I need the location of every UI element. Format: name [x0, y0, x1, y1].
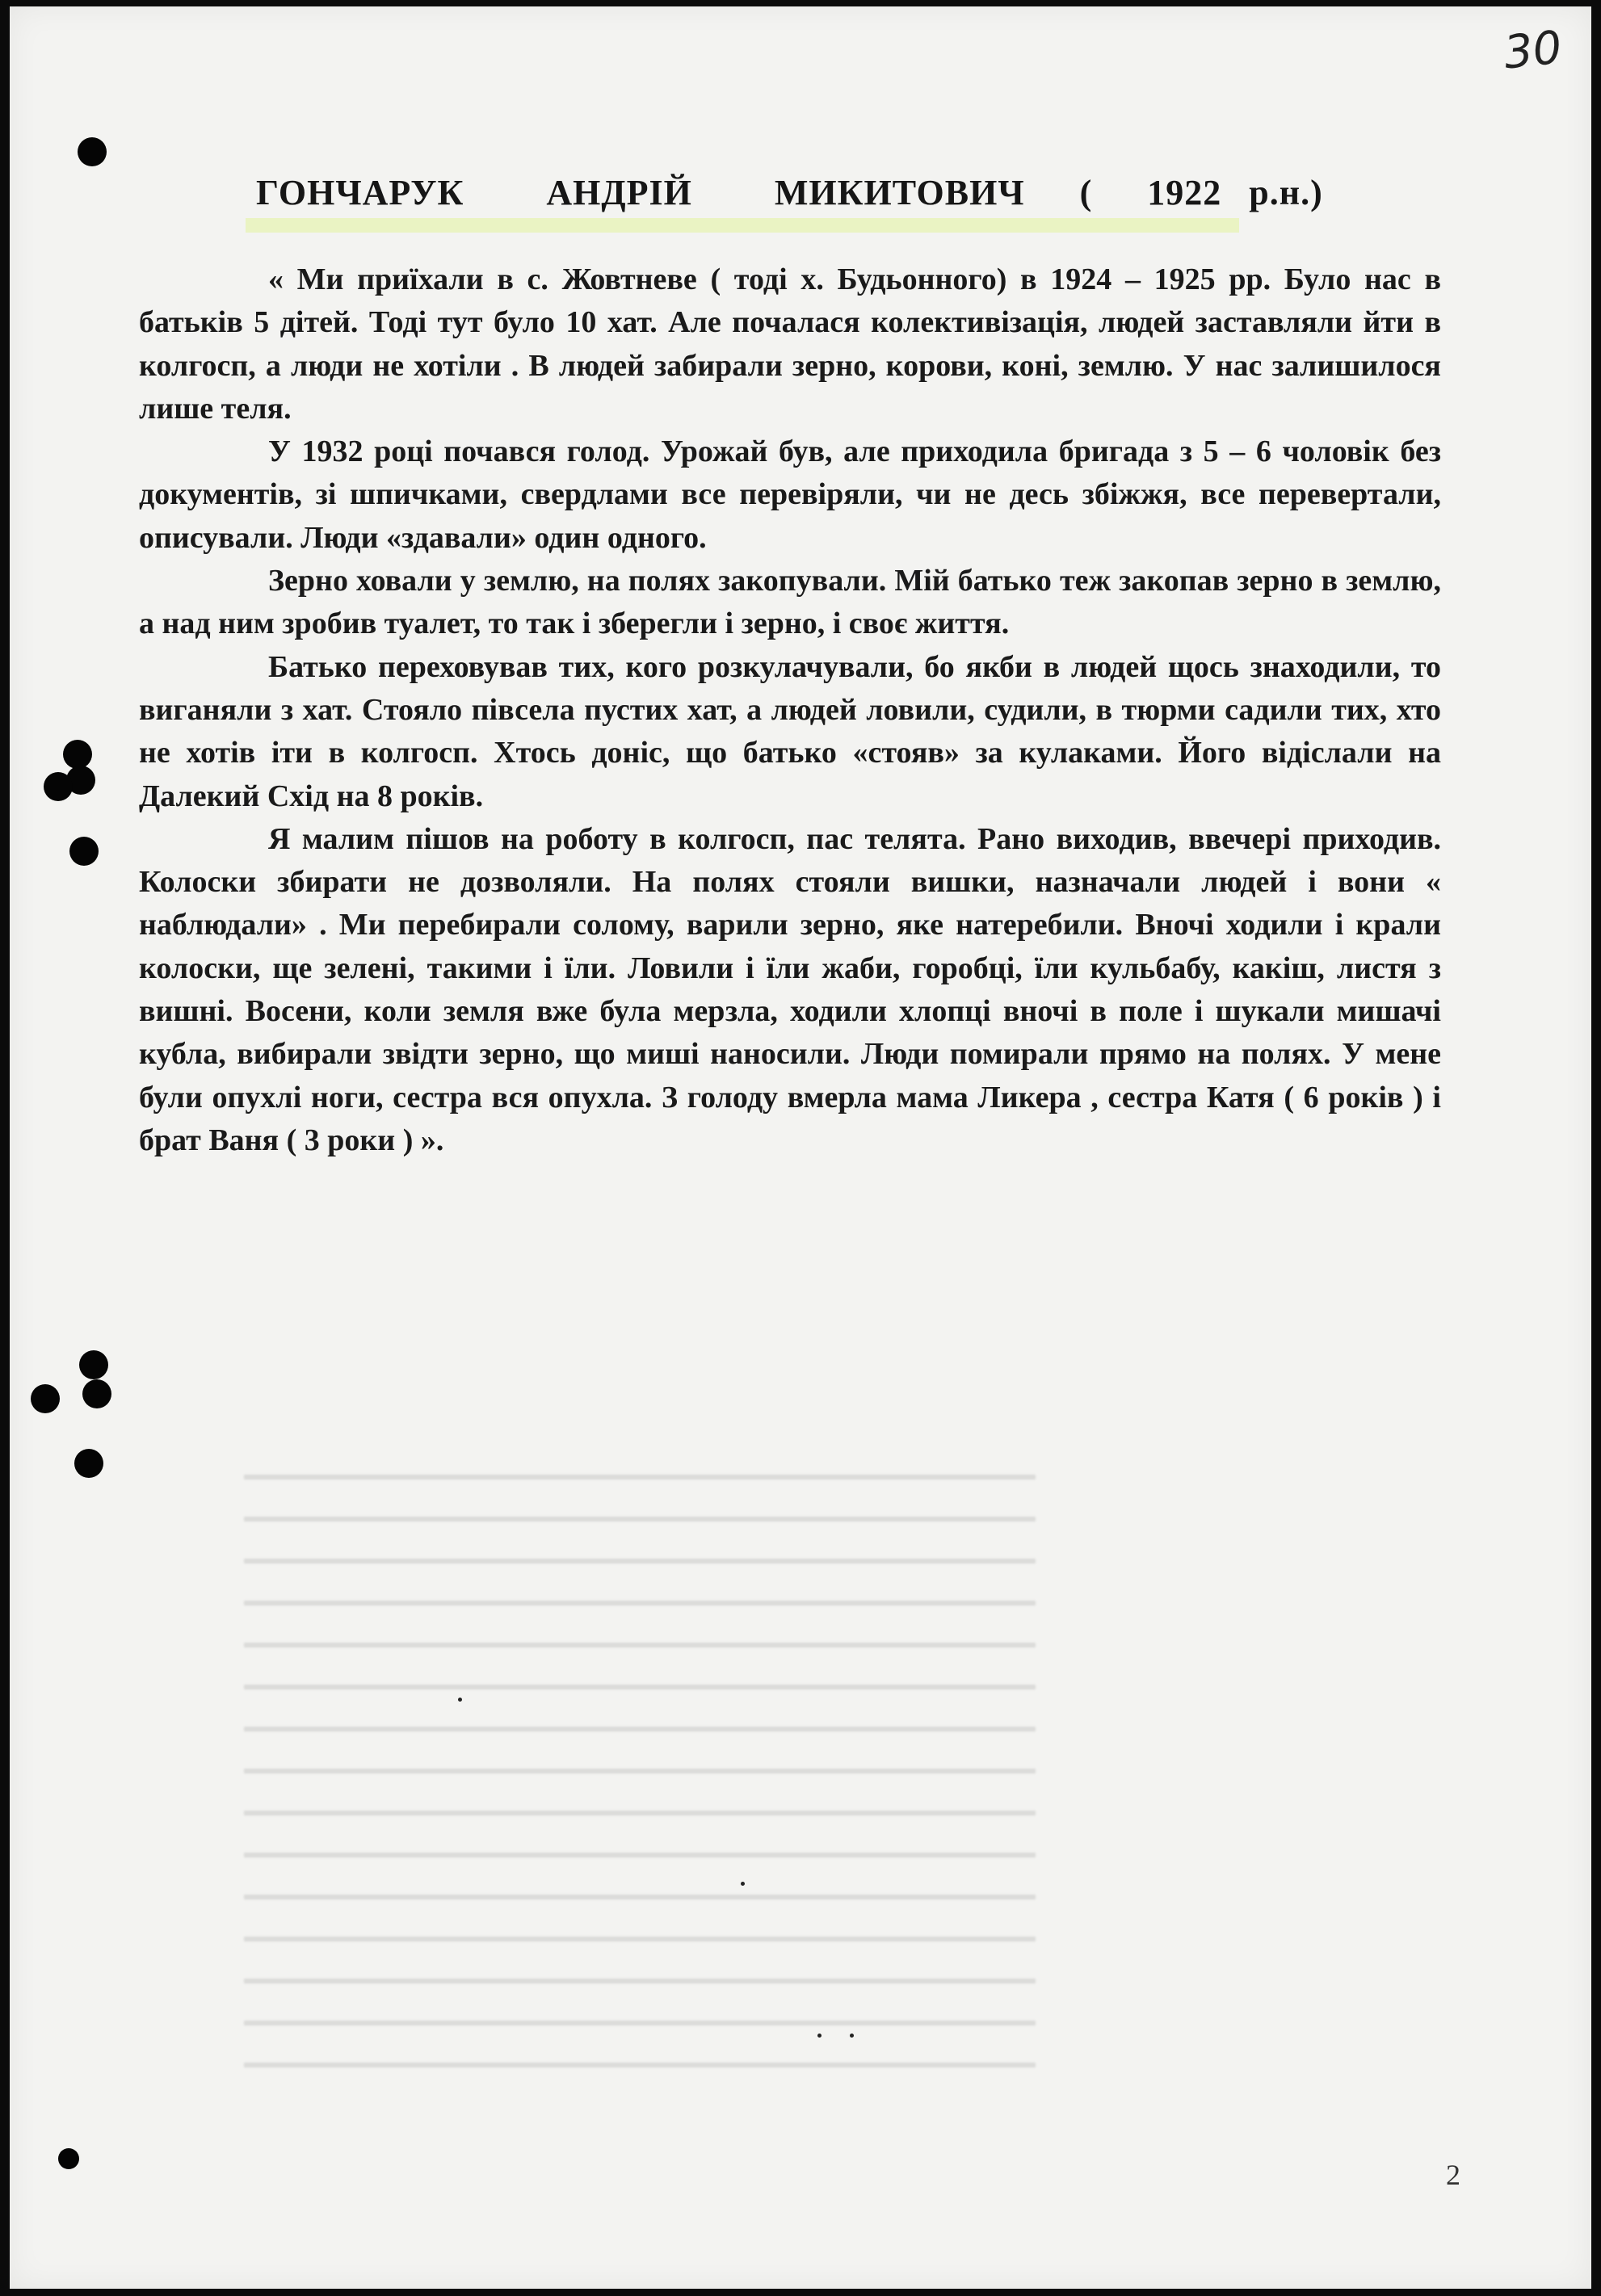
punch-hole [69, 837, 99, 866]
paragraph: Батько переховував тих, кого розкулачували, бо якби в людей щось знаходили, то виганяли з хат. Стояло півсела пустих хат, а людей ловили, судили, в тюрми садили тих, хто не хотів іти в колгосп. Хтось доніс, що батько «стояв» за кулаками. Його відіслали на Далекий Схід на 8 років. [139, 649, 1441, 813]
punch-hole [82, 1379, 111, 1408]
paragraph: У 1932 році почався голод. Урожай був, але приходила бригада з 5 – 6 чоловік без документів, зі шпичками, свердлами все перевіряли, чи не десь збіжжя, все перевертали, описували. Люди «здавали» один одного. [139, 434, 1441, 555]
punch-hole [78, 137, 107, 166]
speck [741, 1882, 745, 1886]
punch-hole [44, 772, 73, 801]
paragraph: « Ми приїхали в с. Жовтневе ( тоді х. Будьонного) в 1924 – 1925 рр. Було нас в батьків 5 дітей. Тоді тут було 10 хат. Але почалася колективізація, людей заставляли йти в колгосп, а люди не хотіли . В людей забирали зерно, корови, коні, землю. У нас залишилося лише теля. [139, 262, 1441, 426]
document-title: ГОНЧАРУК АНДРІЙ МИКИТОВИЧ ( 1922 р.н.) [256, 173, 1323, 212]
paragraph: Зерно ховали у землю, на полях закопували. Мій батько теж закопав зерно в землю, а над ним зробив туалет, то так і зберегли і зерно, і своє життя. [139, 564, 1441, 641]
handwritten-page-mark: 30 [1501, 21, 1565, 80]
bleed-through-text [244, 1444, 1036, 2090]
punch-hole [58, 2148, 79, 2169]
speck [850, 2034, 854, 2038]
punch-hole [79, 1350, 108, 1379]
punch-hole [74, 1449, 103, 1478]
paper-page [10, 6, 1591, 2289]
page-number: 2 [1446, 2159, 1460, 2191]
title-highlight [246, 218, 1239, 233]
punch-hole [63, 740, 92, 769]
document-body [139, 258, 1441, 1162]
paragraph: Я малим пішов на роботу в колгосп, пас телята. Рано виходив, ввечері приходив. Колоски збирати не дозволяли. На полях стояли вишки, назначали людей і вони « наблюдали» . Ми перебирали солому, варили зерно, яке натеребили. Вночі ходили і крали колоски, ще зелені, такими і їли. Ловили і їли жаби, горобці, їли кульбабу, какіш, листя з вишні. Восени, коли земля вже була мерзла, ходили хлопці вночі в поле і шукали мишачі кубла, вибирали звідти зерно, що миші наносили. Люди помирали прямо на полях. У мене були опухлі ноги, сестра вся опухла. З голоду вмерла мама Ликера , сестра Катя ( 6 років ) і брат Ваня ( 3 роки ) ». [139, 821, 1441, 1157]
punch-hole [31, 1384, 60, 1413]
speck [458, 1698, 462, 1702]
speck [817, 2034, 822, 2038]
